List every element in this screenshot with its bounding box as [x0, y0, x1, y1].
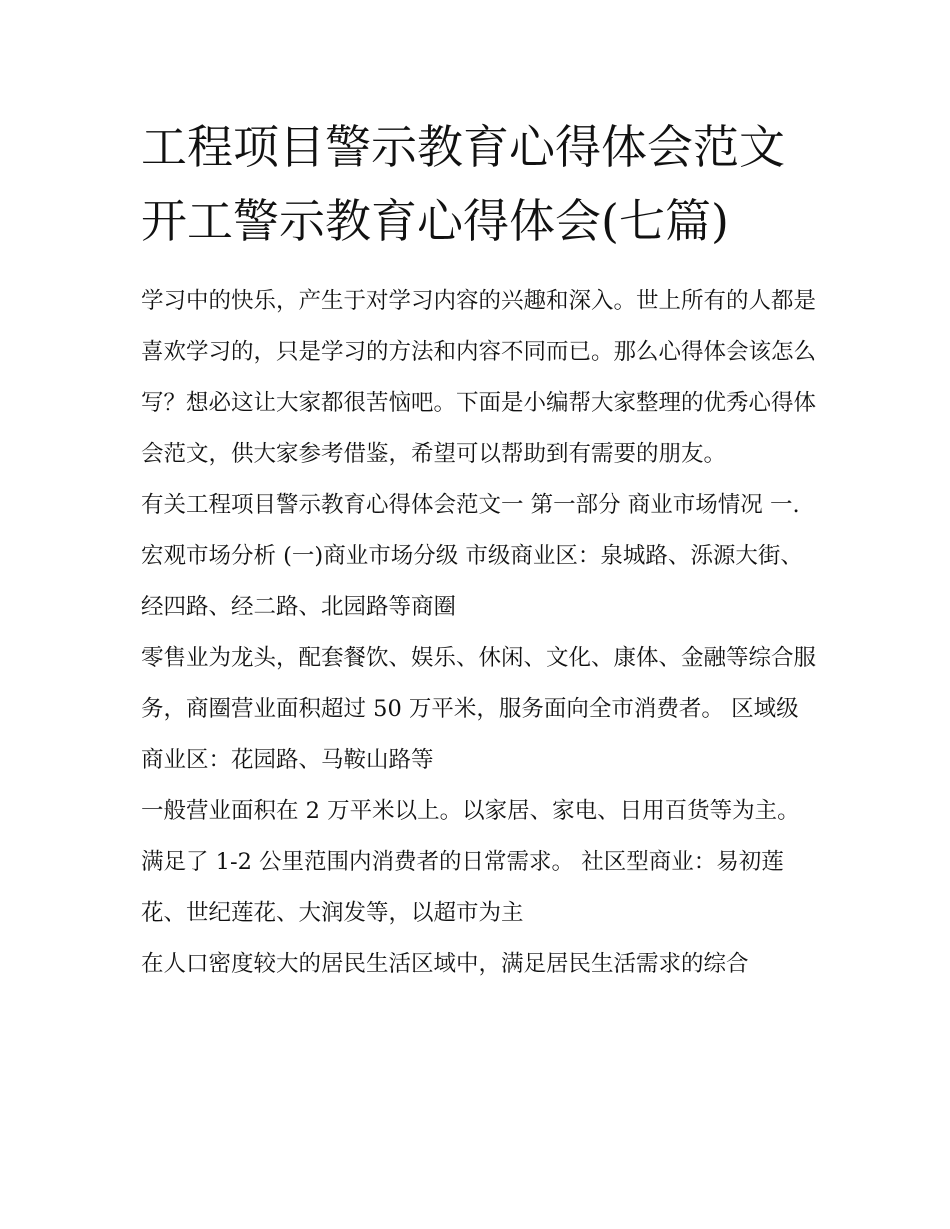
paragraph-retail: 零售业为龙头，配套餐饮、娱乐、休闲、文化、康体、金融等综合服务，商圈营业面积超过 50 万平米，服务面向全市消费者。 区域级商业区：花园路、马鞍山路等	[141, 645, 817, 773]
paragraph-regional: 一般营业面积在 2 万平米以上。以家居、家电、日用百货等为主。满足了 1-2 公里范围内消费者的日常需求。 社区型商业：易初莲花、世纪莲花、大润发等，以超市为主	[141, 798, 800, 926]
paragraph-intro: 学习中的快乐，产生于对学习内容的兴趣和深入。世上所有的人都是喜欢学习的，只是学习的方法和内容不同而已。那么心得体会该怎么写？想必这让大家都很苦恼吧。下面是小编帮大家整理的优秀心得体会范文，供大家参考借鉴，希望可以帮助到有需要的朋友。	[141, 288, 817, 467]
document-body	[141, 276, 821, 990]
paragraph-community: 在人口密度较大的居民生活区域中，满足居民生活需求的综合	[141, 951, 749, 977]
document-title: 工程项目警示教育心得体会范文 开工警示教育心得体会(七篇)	[141, 120, 785, 248]
paragraph-market-overview: 有关工程项目警示教育心得体会范文一 第一部分 商业市场情况 一.宏观市场分析 (一)商业市场分级 市级商业区：泉城路、泺源大街、经四路、经二路、北园路等商圈	[141, 492, 803, 620]
document-page	[141, 110, 821, 990]
